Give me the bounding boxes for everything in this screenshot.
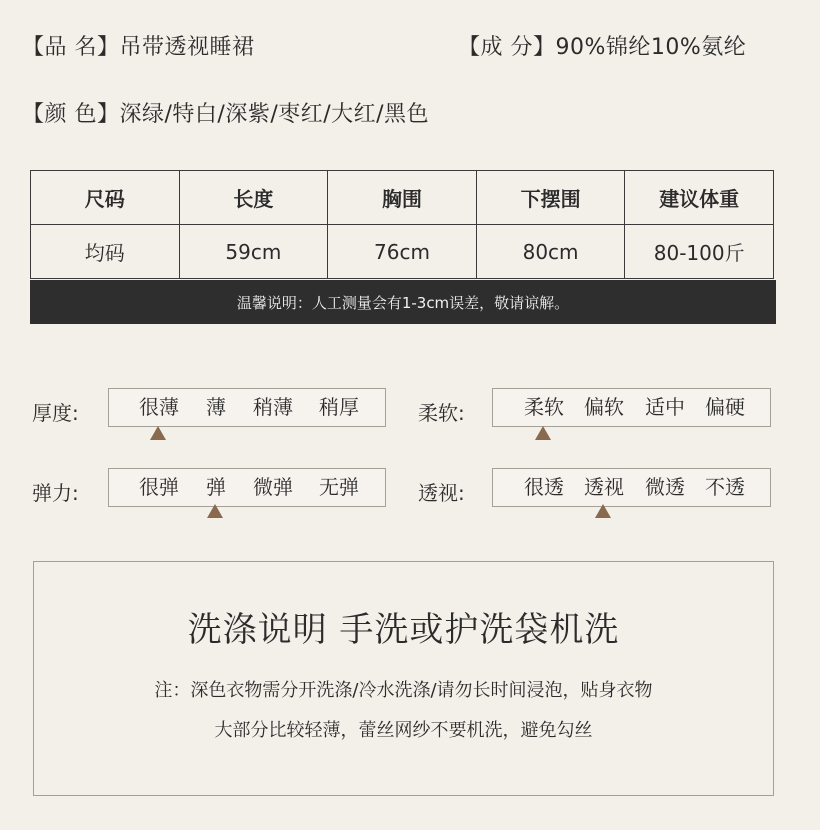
softness-label: 柔软: xyxy=(418,401,465,425)
measurement-note-bar xyxy=(30,280,776,324)
header-length: 长度 xyxy=(179,171,328,225)
transparency-option-slightly-sheer[interactable]: 微透 xyxy=(645,475,685,499)
product-name-row xyxy=(22,30,255,61)
thickness-option-thin[interactable]: 薄 xyxy=(206,395,226,419)
header-size: 尺码 xyxy=(31,171,180,225)
header-bust: 胸围 xyxy=(328,171,477,225)
material-row xyxy=(458,30,746,61)
softness-option-slightly-soft[interactable]: 偏软 xyxy=(584,395,624,419)
size-table-header-row xyxy=(31,171,774,225)
color-label: 【颜 色】 xyxy=(22,102,120,127)
wash-instructions-box xyxy=(33,561,774,796)
elasticity-option-elastic[interactable]: 弹 xyxy=(206,475,226,499)
cell-size: 均码 xyxy=(31,225,180,279)
thickness-label: 厚度: xyxy=(32,401,79,425)
softness-option-slightly-hard[interactable]: 偏硬 xyxy=(705,395,745,419)
softness-option-medium[interactable]: 适中 xyxy=(645,395,685,419)
cell-length: 59cm xyxy=(179,225,328,279)
elasticity-selected-marker xyxy=(207,504,223,518)
elasticity-label: 弹力: xyxy=(32,481,79,505)
elasticity-option-very-elastic[interactable]: 很弹 xyxy=(139,475,179,499)
elasticity-option-slightly-elastic[interactable]: 微弹 xyxy=(253,475,293,499)
wash-note-line-1: 注：深色衣物需分开洗涤/冷水洗涤/请勿长时间浸泡，贴身衣物 xyxy=(154,680,653,701)
elasticity-scale xyxy=(108,468,386,507)
softness-scale xyxy=(492,388,771,427)
size-table xyxy=(30,170,774,279)
wash-title: 洗涤说明 手洗或护洗袋机洗 xyxy=(187,610,620,650)
transparency-label: 透视: xyxy=(418,481,465,505)
thickness-option-slightly-thick[interactable]: 稍厚 xyxy=(319,395,359,419)
transparency-scale xyxy=(492,468,771,507)
thickness-scale xyxy=(108,388,386,427)
header-hem: 下摆围 xyxy=(476,171,625,225)
material-label: 【成 分】 xyxy=(458,35,556,60)
material-value: 90%锦纶10%氨纶 xyxy=(555,35,747,60)
product-name-value: 吊带透视睡裙 xyxy=(119,35,255,60)
thickness-option-slightly-thin[interactable]: 稍薄 xyxy=(253,395,293,419)
product-name-label: 【品 名】 xyxy=(22,35,120,60)
transparency-selected-marker xyxy=(595,504,611,518)
cell-weight: 80-100斤 xyxy=(625,225,774,279)
color-row xyxy=(22,97,429,128)
color-value: 深绿/特白/深紫/枣红/大红/黑色 xyxy=(119,102,430,127)
cell-bust: 76cm xyxy=(328,225,477,279)
transparency-option-very-sheer[interactable]: 很透 xyxy=(524,475,564,499)
softness-selected-marker xyxy=(535,426,551,440)
transparency-option-opaque[interactable]: 不透 xyxy=(705,475,745,499)
header-weight: 建议体重 xyxy=(625,171,774,225)
size-table-row xyxy=(31,225,774,279)
wash-note-line-2: 大部分比较轻薄，蕾丝网纱不要机洗，避免勾丝 xyxy=(214,720,593,741)
thickness-option-very-thin[interactable]: 很薄 xyxy=(139,395,179,419)
thickness-selected-marker xyxy=(150,426,166,440)
softness-option-soft[interactable]: 柔软 xyxy=(524,395,564,419)
cell-hem: 80cm xyxy=(476,225,625,279)
measurement-note: 温馨说明：人工测量会有1-3cm误差，敬请谅解。 xyxy=(236,293,570,312)
elasticity-option-no-elastic[interactable]: 无弹 xyxy=(319,475,359,499)
transparency-option-sheer[interactable]: 透视 xyxy=(584,475,624,499)
